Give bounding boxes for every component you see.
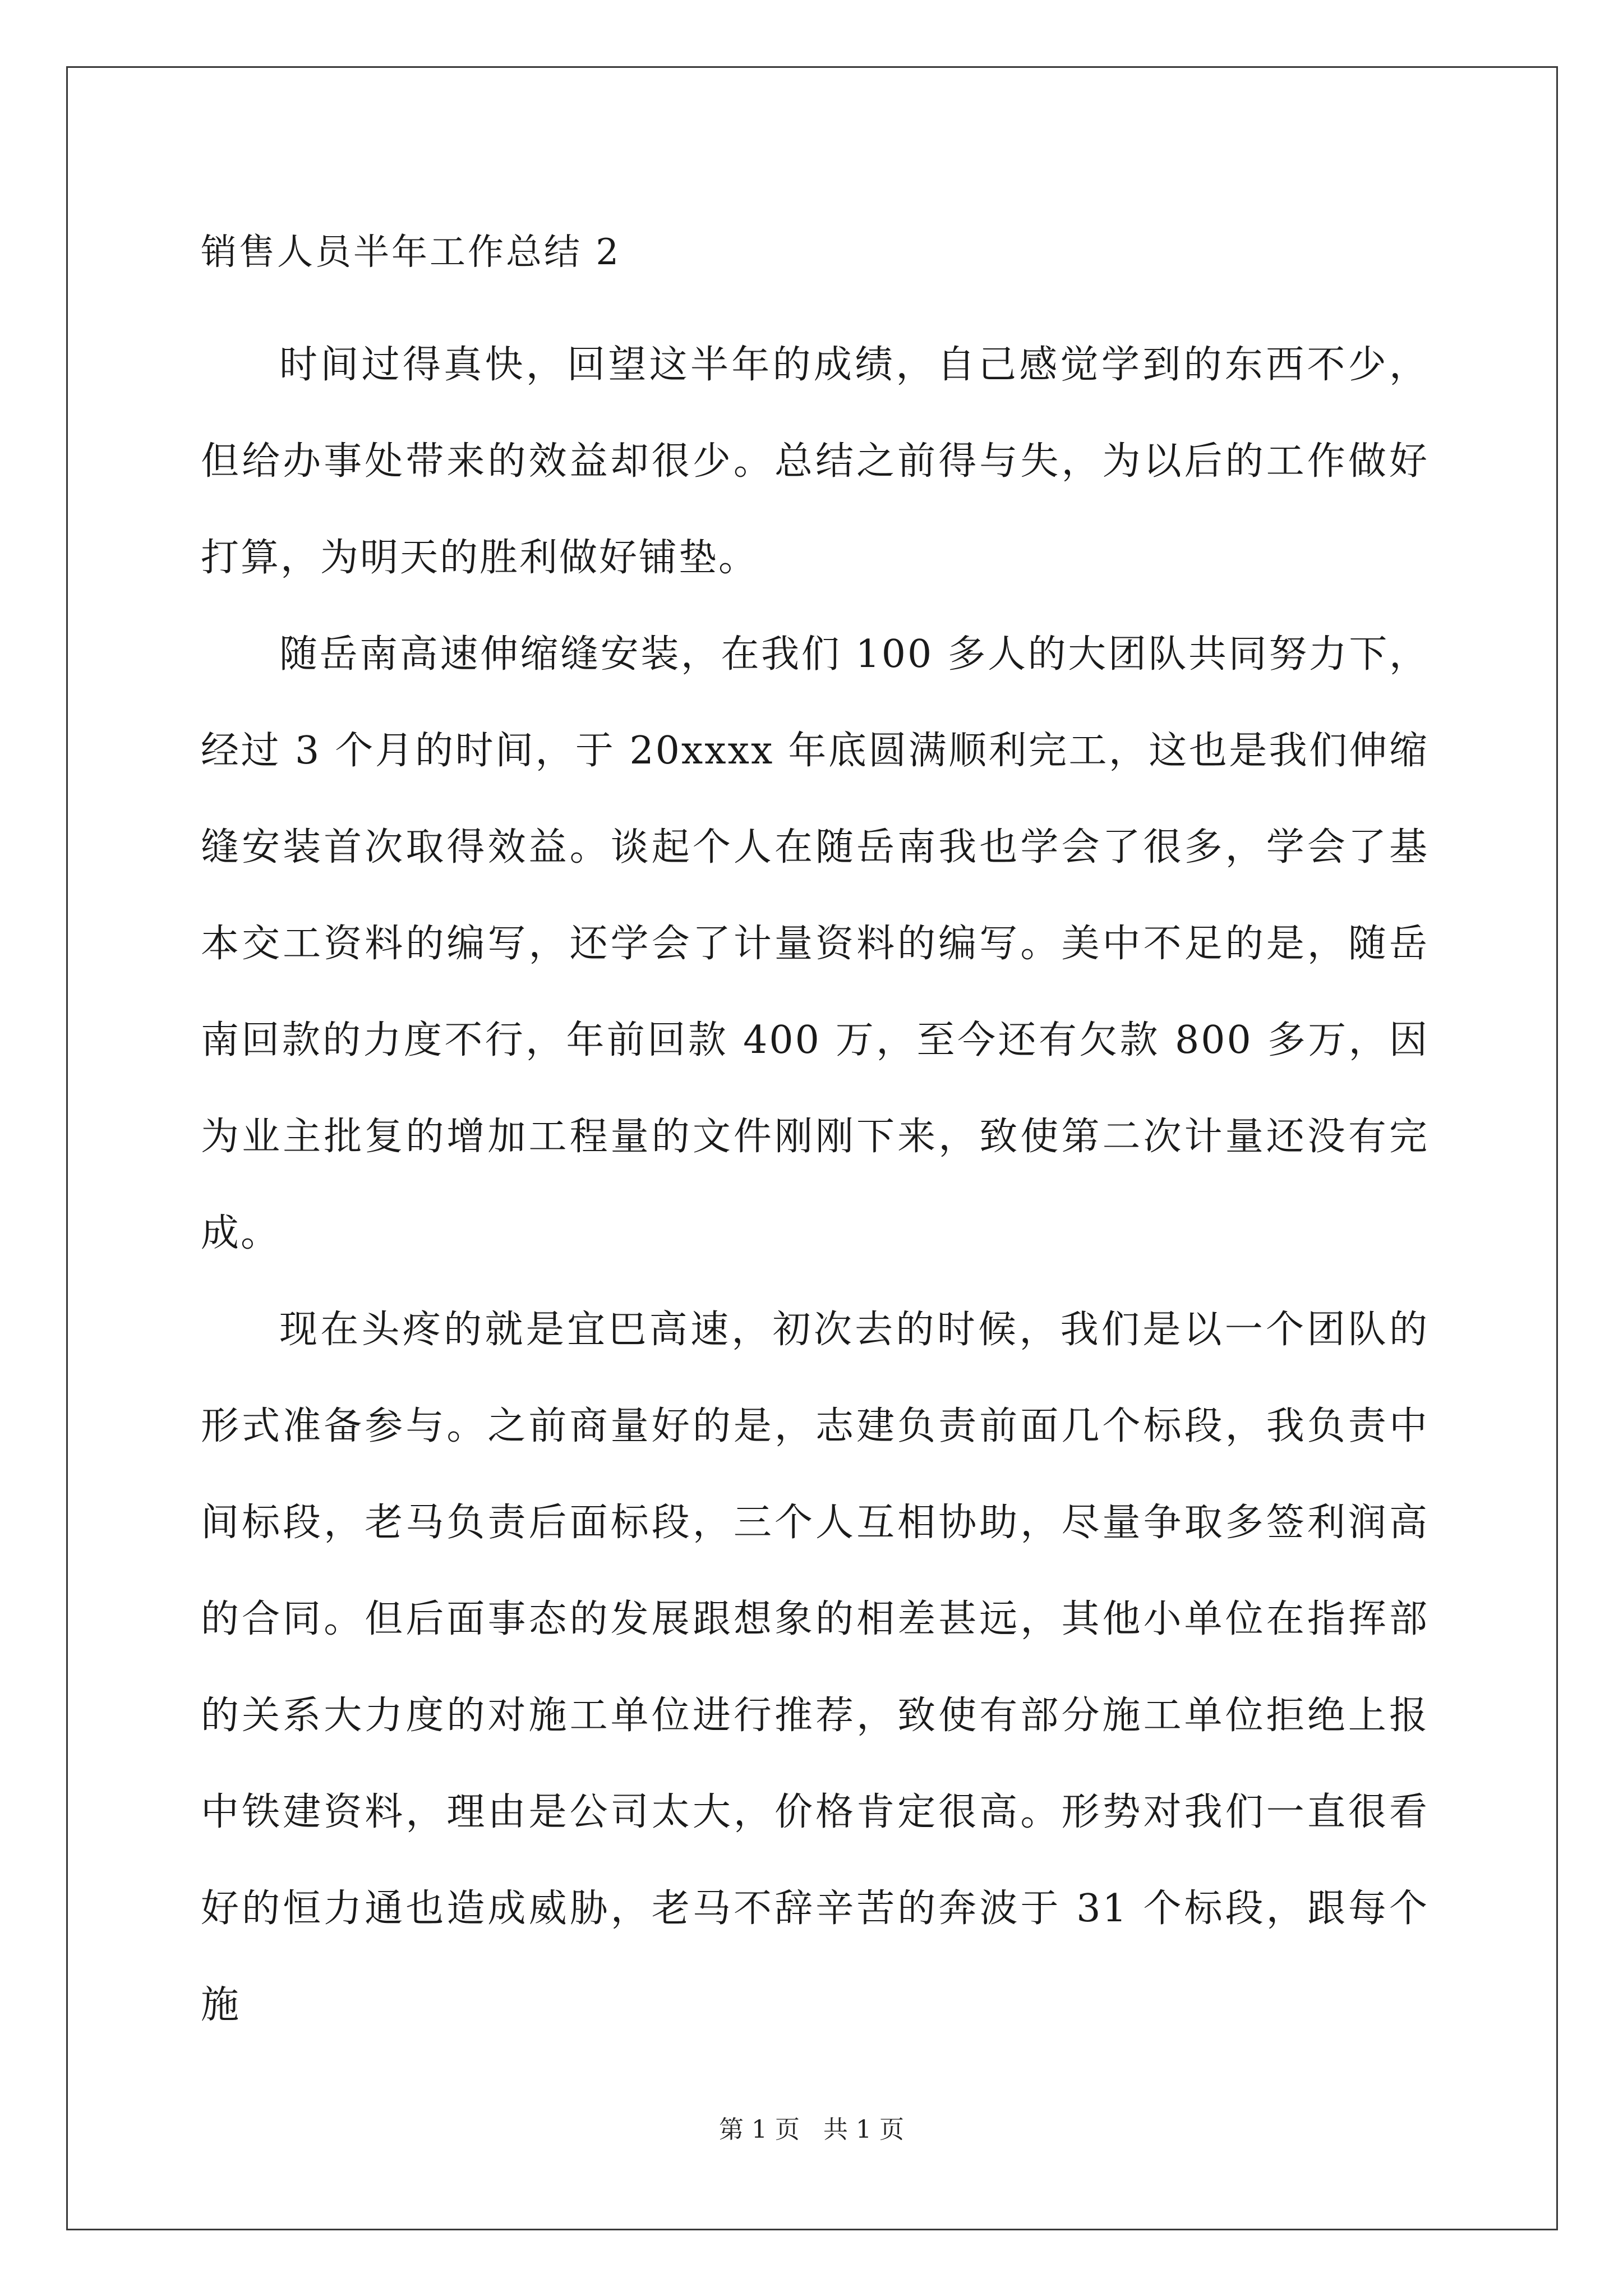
paragraph-2: 随岳南高速伸缩缝安装，在我们 100 多人的大团队共同努力下，经过 3 个月的时间，于 20xxxx 年底圆满顺利完工，这也是我们伸缩缝安装首次取得效益。谈起个人在随岳南我也学会了很多，学会了基本交工资料的编写，还学会了计量资料的编写。美中不足的是，随岳南回款的力度不行，年前回款 400 万，至今还有欠款 800 多万，因为业主批复的增加工程量的文件刚刚下来，致使第二次计量还没有完成。: [201, 632, 1429, 1255]
document-body: [201, 222, 1429, 2054]
document-title: 销售人员半年工作总结 2: [201, 232, 621, 273]
page-total: 共 1 页: [823, 2115, 904, 2144]
page-footer: [0, 2109, 1623, 2145]
page-number: 第 1 页: [719, 2115, 800, 2144]
paragraph-3: 现在头疼的就是宜巴高速，初次去的时候，我们是以一个团队的形式准备参与。之前商量好的是，志建负责前面几个标段，我负责中间标段，老马负责后面标段，三个人互相协助，尽量争取多签利润高的合同。但后面事态的发展跟想象的相差甚远，其他小单位在指挥部的关系大力度的对施工单位进行推荐，致使有部分施工单位拒绝上报中铁建资料，理由是公司太大，价格肯定很高。形势对我们一直很看好的恒力通也造成威胁，老马不辞辛苦的奔波于 31 个标段，跟每个施: [201, 1308, 1429, 2027]
paragraph-1: 时间过得真快，回望这半年的成绩，自己感觉学到的东西不少，但给办事处带来的效益却很少。总结之前得与失，为以后的工作做好打算，为明天的胜利做好铺垫。: [201, 343, 1429, 580]
